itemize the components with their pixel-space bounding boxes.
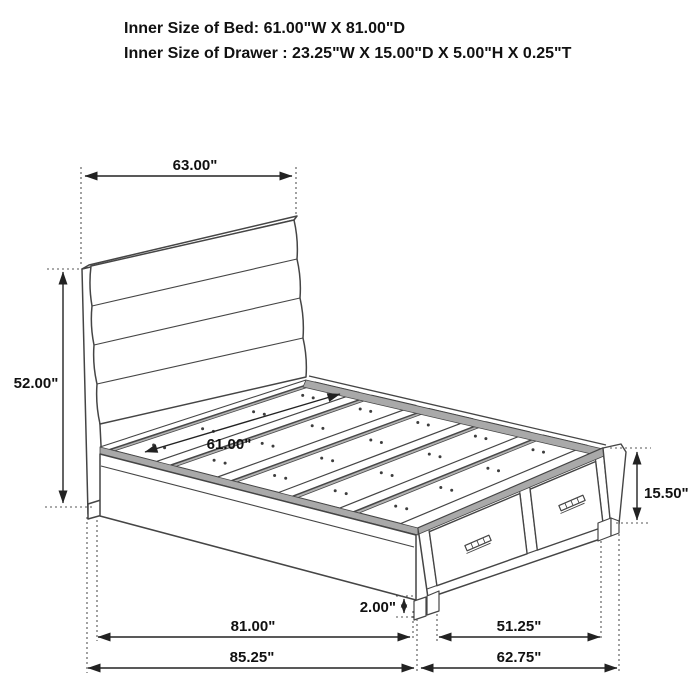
slat-screw-dot: [201, 427, 204, 430]
slat-screw-dot: [334, 489, 337, 492]
footboard-section-length-label: 62.75": [496, 649, 542, 666]
slat-screw-dot: [261, 442, 264, 445]
slat-screw-dot: [542, 451, 545, 454]
slat-screw-dot: [273, 474, 276, 477]
footboard-right-leg-side: [611, 518, 619, 536]
headboard-width-label: 63.00": [172, 157, 218, 174]
slat-screw-dot: [405, 507, 408, 510]
slat-screw-dot: [224, 462, 227, 465]
dim-inner-length: [98, 618, 410, 637]
slat-screw-dot: [474, 435, 477, 438]
slat-screw-dot: [439, 455, 442, 458]
header: [124, 20, 572, 62]
slat-screw-dot: [427, 424, 430, 427]
inner-size-drawer-text: Inner Size of Drawer : 23.25"W X 15.00"D X 5.00"H X 0.25"T: [124, 45, 572, 62]
slat-screw-dot: [369, 410, 372, 413]
dim-drawer-section-length: [439, 618, 600, 637]
slat-screw-dot: [311, 424, 314, 427]
slat-screw-dot: [394, 505, 397, 508]
slat-screw-dot: [486, 467, 489, 470]
slat-screw-dot: [213, 459, 216, 462]
slat-screw-dot: [301, 394, 304, 397]
slat-screw-dot: [416, 421, 419, 424]
slat-screw-dot: [272, 445, 275, 448]
slat-screw-dot: [380, 441, 383, 444]
overall-length-label: 85.25": [229, 649, 275, 666]
slat-screw-dot: [359, 408, 362, 411]
slat-screw-dot: [497, 469, 500, 472]
dim-footboard-section-length: [421, 649, 617, 668]
slat-screw-dot: [252, 410, 255, 413]
slat-screw-dot: [391, 474, 394, 477]
slat-screw-dot: [284, 477, 287, 480]
dim-headboard-height: [14, 269, 92, 507]
slat-screw-dot: [450, 489, 453, 492]
inner-length-label: 81.00": [230, 618, 276, 635]
slat-screw-dot: [312, 396, 315, 399]
dim-overall-length: [88, 649, 414, 668]
slat-screw-dot: [263, 413, 266, 416]
slat-screw-dot: [369, 439, 372, 442]
slat-screw-dot: [331, 459, 334, 462]
slat-screw-dot: [380, 471, 383, 474]
slat-inner-width-label: 61.00": [206, 436, 252, 453]
headboard-height-label: 52.00": [13, 375, 59, 392]
dim-leg-height: [360, 596, 413, 617]
leg-height-label: 2.00": [359, 599, 396, 616]
footboard-left-foot: [414, 597, 426, 620]
drawer-section-length-label: 51.25": [496, 618, 542, 635]
slat-screw-dot: [439, 486, 442, 489]
slat-screw-dot: [428, 453, 431, 456]
inner-size-bed-text: Inner Size of Bed: 61.00"W X 81.00"D: [124, 20, 406, 37]
slat-screw-dot: [321, 427, 324, 430]
slat-screw-dot: [484, 437, 487, 440]
slat-screw-dot: [152, 444, 155, 447]
slat-screw-dot: [345, 492, 348, 495]
slat-screw-dot: [532, 448, 535, 451]
footboard-height-label: 15.50": [644, 485, 689, 502]
slat-screw-dot: [320, 457, 323, 460]
